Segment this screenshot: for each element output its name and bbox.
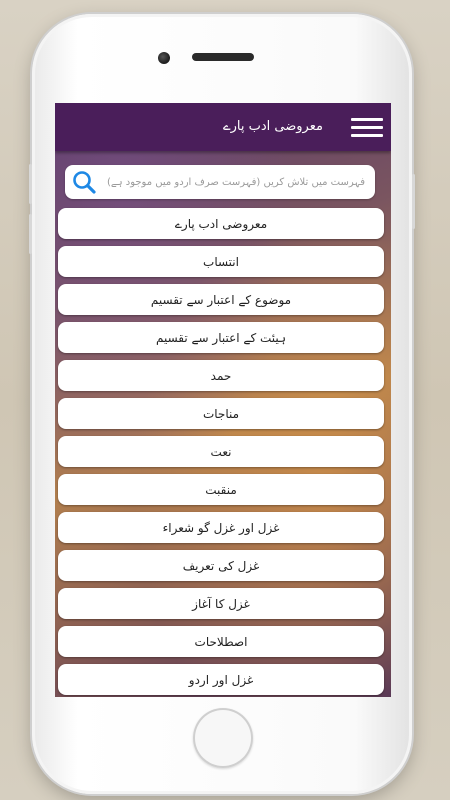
earpiece-speaker: [192, 53, 254, 61]
list-item-label: غزل کا آغاز: [192, 596, 250, 611]
list-item[interactable]: [58, 208, 384, 239]
list-item-label: غزل اور اردو: [188, 672, 254, 687]
power-button: [412, 174, 415, 229]
app-screen: [55, 103, 391, 697]
app-header: [55, 103, 391, 151]
list-item[interactable]: [58, 322, 384, 353]
list-item-label: مناجات: [202, 406, 240, 421]
list-item-label: اصطلاحات: [194, 634, 248, 649]
list-item-label: منقبت: [205, 482, 237, 497]
search-input[interactable]: [103, 169, 365, 195]
list-item[interactable]: [58, 512, 384, 543]
list-item[interactable]: [58, 246, 384, 277]
volume-button: [29, 164, 32, 204]
front-camera: [158, 52, 170, 64]
list-item[interactable]: [58, 588, 384, 619]
search-icon[interactable]: [71, 169, 97, 195]
list-item-label: حمد: [210, 368, 232, 383]
list-item-label: معروضی ادب پارے: [174, 216, 268, 231]
list-item[interactable]: [58, 474, 384, 505]
list-item-label: انتساب: [203, 254, 239, 269]
list-item-label: غزل کی تعریف: [182, 558, 260, 573]
list-item-label: موضوع کے اعتبار سے تقسیم: [150, 292, 292, 307]
hamburger-menu-icon[interactable]: [351, 118, 383, 138]
list-item-label: غزل اور غزل گو شعراء: [162, 520, 280, 535]
page-title: معروضی ادب پارے: [223, 119, 323, 134]
list-item[interactable]: [58, 284, 384, 315]
home-button[interactable]: [193, 708, 253, 768]
list-item[interactable]: [58, 664, 384, 695]
volume-button: [29, 214, 32, 254]
list-item-label: نعت: [210, 444, 232, 459]
list-item[interactable]: [58, 398, 384, 429]
list-item-label: ہیئت کے اعتبار سے تقسیم: [155, 330, 287, 345]
list-item[interactable]: [58, 550, 384, 581]
list-item[interactable]: [58, 360, 384, 391]
list-item[interactable]: [58, 626, 384, 657]
search-bar: [65, 165, 375, 199]
list-item[interactable]: [58, 436, 384, 467]
